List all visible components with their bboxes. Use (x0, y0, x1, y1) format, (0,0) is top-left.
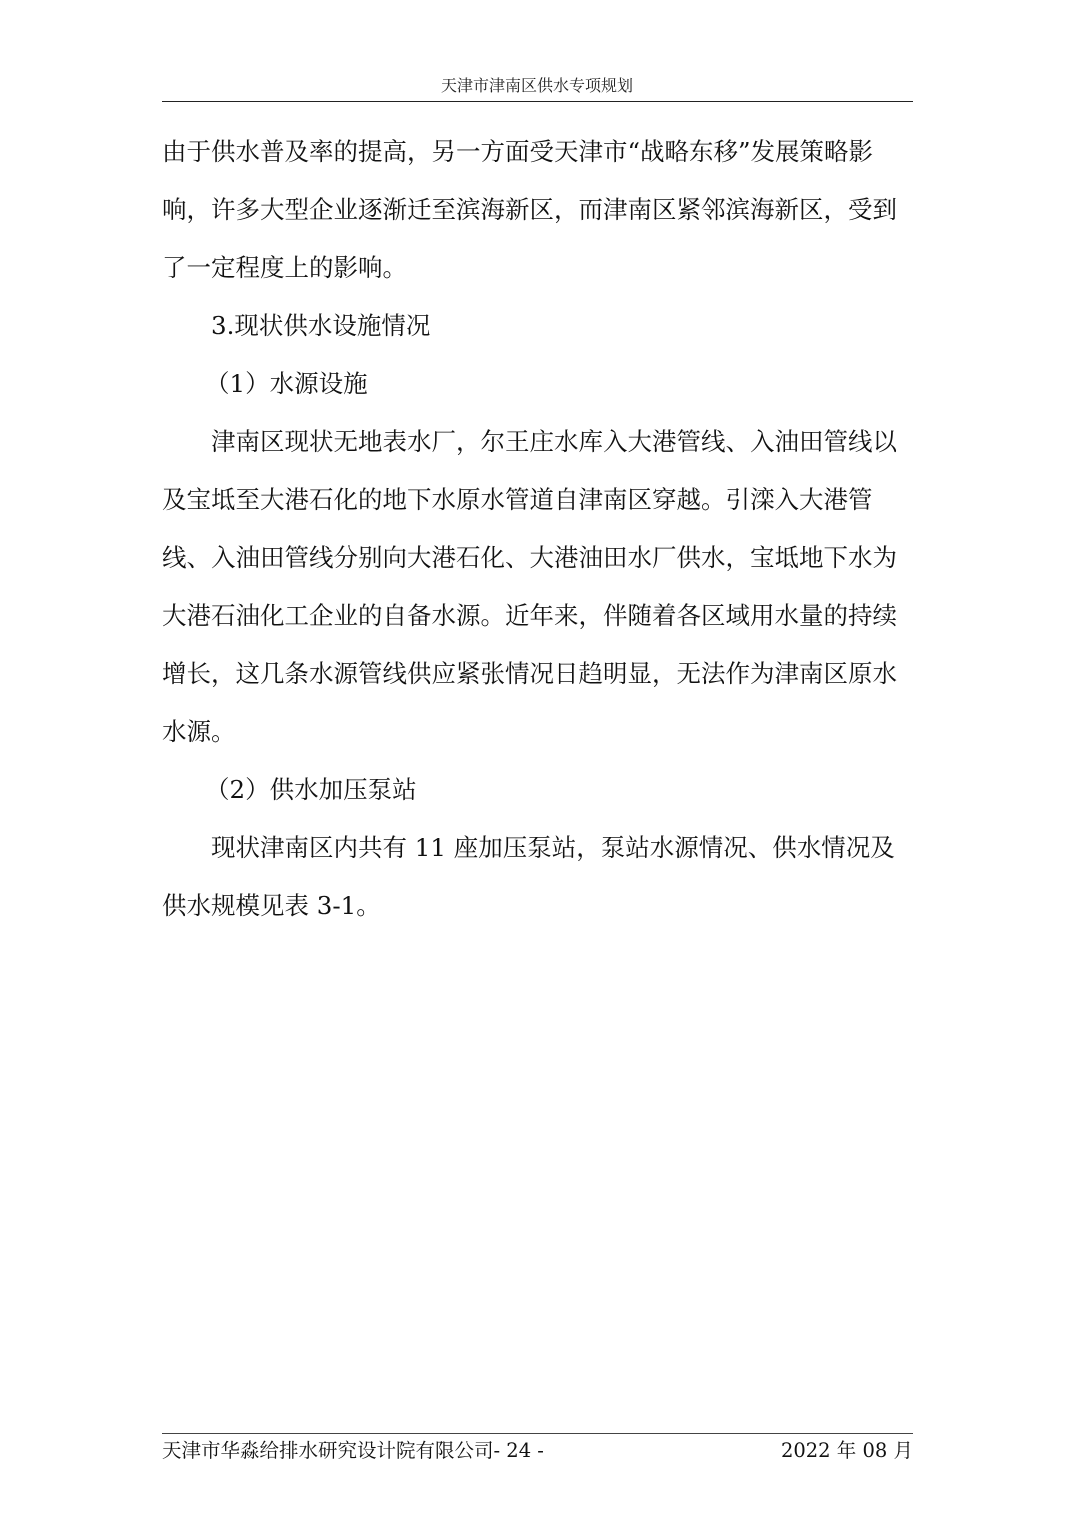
paragraph-line: 增长，这几条水源管线供应紧张情况日趋明显，无法作为津南区原水 (162, 659, 897, 688)
paragraph-line: 线、入油田管线分别向大港石化、大港油田水厂供水，宝坻地下水为 (162, 543, 897, 572)
paragraph-line: 津南区现状无地表水厂，尔王庄水库入大港管线、入油田管线以 (211, 427, 897, 456)
paragraph-line: 了一定程度上的影响。 (162, 253, 407, 282)
document-body (162, 137, 913, 949)
paragraph-line: 及宝坻至大港石化的地下水原水管道自津南区穿越。引滦入大港管 (162, 485, 873, 514)
paragraph-line: 响，许多大型企业逐渐迁至滨海新区，而津南区紧邻滨海新区，受到 (162, 195, 897, 224)
paragraph-line: 水源。 (162, 717, 236, 746)
paragraph-line: 现状津南区内共有 11 座加压泵站，泵站水源情况、供水情况及 (211, 833, 895, 862)
footer-company-page: 天津市华淼给排水研究设计院有限公司- 24 - (162, 1439, 544, 1462)
header-title: 天津市津南区供水专项规划 (440, 76, 633, 95)
section-heading: 3.现状供水设施情况 (211, 311, 431, 340)
paragraph-line: 由于供水普及率的提高，另一方面受天津市“战略东移”发展策略影 (162, 137, 874, 166)
subsection-heading: （1）水源设施 (205, 369, 368, 398)
subsection-heading: （2）供水加压泵站 (205, 775, 417, 804)
footer-date: 2022 年 08 月 (780, 1439, 913, 1462)
footer-divider (162, 1433, 913, 1434)
header-divider (162, 101, 913, 102)
paragraph-line: 供水规模见表 3-1。 (162, 891, 381, 920)
paragraph-line: 大港石油化工企业的自备水源。近年来，伴随着各区域用水量的持续 (162, 601, 897, 630)
